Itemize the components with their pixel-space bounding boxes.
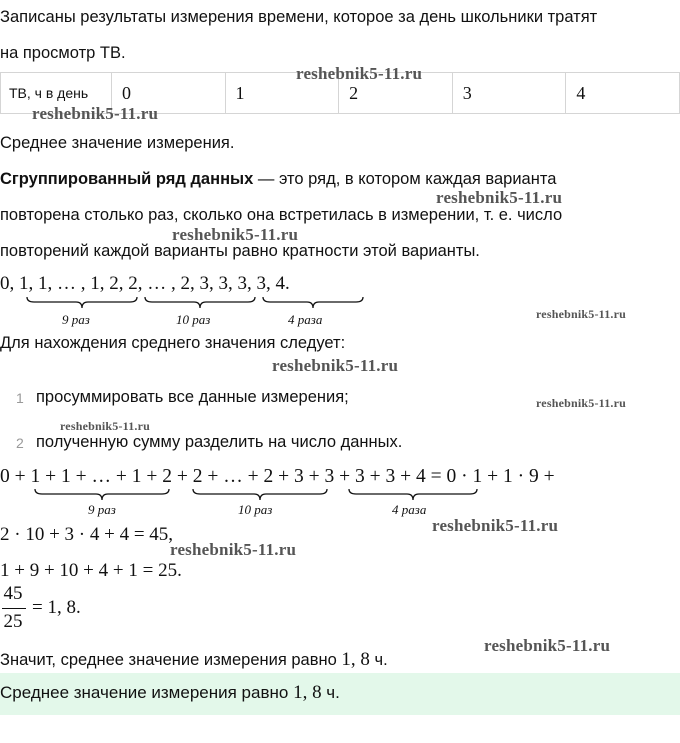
fraction-bar (2, 608, 26, 609)
underbrace-3 (262, 296, 364, 310)
mean-label: Среднее значение измерения. (0, 134, 235, 152)
step-number-1: 1 (16, 390, 24, 406)
table-header-cell: ТВ, ч в день (1, 73, 112, 114)
table-cell: 1 (225, 73, 339, 114)
table-cell: 0 (111, 73, 225, 114)
conclusion-line (0, 649, 388, 671)
conclusion-unit: ч. (369, 651, 388, 669)
watermark: reshebnik5-11.ru (272, 356, 399, 375)
fraction-result: = 1, 8. (32, 597, 81, 618)
definition-line-1 (0, 170, 556, 189)
step-text-1: просуммировать все данные измерения; (36, 388, 349, 406)
watermark: reshebnik5-11.ru (432, 516, 559, 535)
table-cell: 4 (566, 73, 680, 114)
intro-line-2: на просмотр ТВ. (0, 44, 126, 62)
formula-underbrace-1 (34, 488, 170, 502)
watermark: reshebnik5-11.ru (172, 225, 299, 244)
watermark: reshebnik5-11.ru (170, 540, 297, 559)
answer-text: Среднее значение измерения равно (0, 683, 289, 702)
answer-value: 1, 8 (293, 682, 322, 703)
watermark: reshebnik5-11.ru (484, 636, 611, 655)
steps-intro: Для нахождения среднего значения следует: (0, 334, 346, 352)
watermark: reshebnik5-11.ru (536, 396, 626, 410)
watermark: reshebnik5-11.ru (296, 64, 423, 83)
answer-line (0, 682, 340, 704)
answer-box (0, 673, 680, 715)
table-cell: 3 (452, 73, 566, 114)
formula-underbrace-3 (348, 488, 478, 502)
grouped-series-expression: 0, 1, 1, … , 1, 2, 2, … , 2, 3, 3, 3, 3, 4. (0, 273, 290, 294)
formula-underbrace-3-label: 4 раза (392, 502, 427, 517)
watermark: reshebnik5-11.ru (436, 188, 563, 207)
watermark: reshebnik5-11.ru (32, 104, 159, 123)
formula-line-3: 1 + 9 + 10 + 4 + 1 = 25. (0, 560, 182, 581)
underbrace-1 (26, 296, 138, 310)
answer-unit: ч. (321, 683, 340, 702)
fraction-numerator: 45 (3, 583, 23, 604)
definition-rest: — это ряд, в котором каждая варианта (253, 170, 557, 188)
definition-line-2: повторена столько раз, сколько она встретилась в измерении, т. е. число (0, 206, 563, 224)
step-text-2: полученную сумму разделить на число данных. (36, 433, 403, 451)
formula-line-1: 0 + 1 + 1 + … + 1 + 2 + 2 + … + 2 + 3 + 3 + 3 + 3 + 4 = 0 · 1 + 1 · 9 + (0, 466, 555, 487)
watermark: reshebnik5-11.ru (536, 307, 626, 321)
definition-term: Сгруппированный ряд данных (0, 170, 254, 188)
fraction-denominator: 25 (3, 611, 23, 632)
intro-line-1: Записаны результаты измерения времени, которое за день школьники тратят (0, 8, 598, 26)
underbrace-2 (144, 296, 256, 310)
underbrace-3-label: 4 раза (288, 312, 323, 327)
conclusion-text: Значит, среднее значение измерения равно (0, 651, 337, 669)
definition-line-3: повторений каждой варианты равно кратности этой варианты. (0, 242, 480, 260)
step-number-2: 2 (16, 435, 24, 451)
formula-underbrace-2-label: 10 раз (238, 502, 273, 517)
formula-underbrace-2 (192, 488, 328, 502)
watermark: reshebnik5-11.ru (60, 419, 150, 433)
conclusion-value: 1, 8 (341, 649, 370, 670)
table-cell: 2 (339, 73, 453, 114)
underbrace-2-label: 10 раз (176, 312, 211, 327)
formula-underbrace-1-label: 9 раз (88, 502, 116, 517)
underbrace-1-label: 9 раз (62, 312, 90, 327)
formula-line-2: 2 · 10 + 3 · 4 + 4 = 45, (0, 524, 174, 545)
